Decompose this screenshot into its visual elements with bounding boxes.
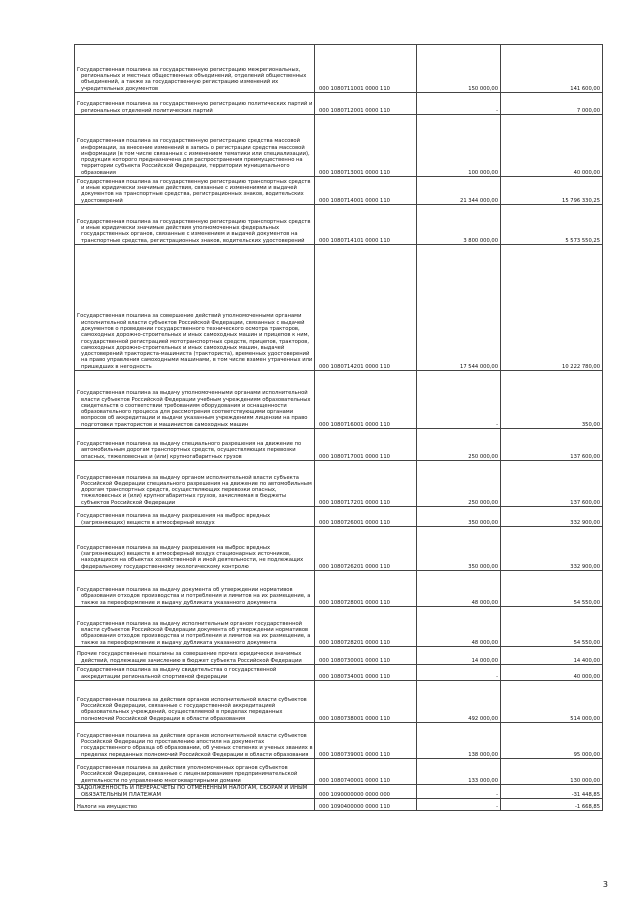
- table-row: [75, 647, 603, 665]
- table-row: [75, 371, 603, 429]
- row-name: Налоги на имущество: [75, 799, 315, 811]
- fact-value: -31 448,85: [501, 785, 603, 799]
- fact-value: -1 668,85: [501, 799, 603, 811]
- fact-value: 54 550,00: [501, 571, 603, 607]
- fact-value: 7 000,00: [501, 93, 603, 115]
- plan-value: 250 000,00: [417, 461, 501, 507]
- fact-value: 95 000,00: [501, 723, 603, 759]
- fact-value: 5 573 550,25: [501, 205, 603, 245]
- row-name: Государственная пошлина за выдачу органом исполнительной власти субъекта Российской Федерации специального разрешения на движение по автомобильным дорогам транспортных средств, осуществляющих перевозки опасных, тяжеловесных и (или) крупногабаритных грузов, зачисляемая в бюджеты субъектов Российской Федерации: [75, 461, 315, 507]
- table-row: [75, 93, 603, 115]
- table-row: [75, 245, 603, 371]
- fact-value: 40 000,00: [501, 665, 603, 681]
- table-row: [75, 115, 603, 177]
- plan-value: 21 344 000,00: [417, 177, 501, 205]
- fact-value: 350,00: [501, 371, 603, 429]
- plan-value: 48 000,00: [417, 607, 501, 647]
- budget-code: 000 1080734001 0000 110: [315, 665, 417, 681]
- row-name: Государственная пошлина за совершение действий уполномоченными органами исполнительной власти субъектов Российской Федерации, связанных с выдачей документов о проведении государственного технического осмотра тракторов, самоходных дорожно-строительных и иных самоходных машин и прицепов к ним, государственной регистрацией мототранспортных средств, прицепов, тракторов, самоходных дорожно-строительных и иных самоходных машин, выдачей удостоверений тракториста-машиниста (тракториста), временных удостоверений на право управления самоходными машинами, в том числе взамен утраченных или пришедших в негодность: [75, 245, 315, 371]
- table-row: [75, 785, 603, 799]
- plan-value: 350 000,00: [417, 527, 501, 571]
- budget-code: 000 1080739001 0000 110: [315, 723, 417, 759]
- budget-code: 000 1090400000 0000 110: [315, 799, 417, 811]
- fact-value: 141 600,00: [501, 45, 603, 93]
- row-name: Государственная пошлина за выдачу разрешения на выброс вредных (загрязняющих) веществ в атмосферный воздух стационарных источников, находящихся на объектах хозяйственной и иной деятельности, не подлежащих федеральному государственному экологическому контролю: [75, 527, 315, 571]
- budget-code: 000 1080728201 0000 110: [315, 607, 417, 647]
- budget-code: 000 1080712001 0000 110: [315, 93, 417, 115]
- budget-code: 000 1090000000 0000 000: [315, 785, 417, 799]
- row-name: Государственная пошлина за выдачу исполнительным органом государственной власти субъектов Российской Федерации документа об утверждении нормативов образования отходов производства и потребления и лимитов на их размещение, а также за переоформление и выдачу дубликата указанного документа: [75, 607, 315, 647]
- budget-code: 000 1080730001 0000 110: [315, 647, 417, 665]
- budget-code: 000 1080717001 0000 110: [315, 429, 417, 461]
- plan-value: 138 000,00: [417, 723, 501, 759]
- budget-code: 000 1080728001 0000 110: [315, 571, 417, 607]
- plan-value: -: [417, 371, 501, 429]
- plan-value: 100 000,00: [417, 115, 501, 177]
- plan-value: 150 000,00: [417, 45, 501, 93]
- row-name: Государственная пошлина за действия органов исполнительной власти субъектов Российской Федерации, связанные с государственной аккредитацией образовательных учреждений, осуществляемой в пределах переданных полномочий Российской Федерации в области образования: [75, 681, 315, 723]
- table-row: [75, 461, 603, 507]
- plan-value: 48 000,00: [417, 571, 501, 607]
- row-name: Государственная пошлина за выдачу документа об утверждении нормативов образования отходов производства и потребления и лимитов на их размещение, а также за переоформление и выдачу дубликата указанного документа: [75, 571, 315, 607]
- plan-value: 3 800 000,00: [417, 205, 501, 245]
- fact-value: 54 550,00: [501, 607, 603, 647]
- fact-value: 137 600,00: [501, 429, 603, 461]
- table-row: [75, 607, 603, 647]
- plan-value: -: [417, 799, 501, 811]
- table-row: [75, 205, 603, 245]
- row-name: Государственная пошлина за выдачу свидетельства о государственной аккредитации региональной спортивной федерации: [75, 665, 315, 681]
- plan-value: 492 000,00: [417, 681, 501, 723]
- budget-code: 000 1080714101 0000 110: [315, 205, 417, 245]
- row-name: Государственная пошлина за выдачу специального разрешения на движение по автомобильным дорогам транспортных средств, осуществляющих перевозки опасных, тяжеловесных и (или) крупногабаритных грузов: [75, 429, 315, 461]
- fact-value: 40 000,00: [501, 115, 603, 177]
- row-name: Государственная пошлина за действия органов исполнительной власти субъектов Российской Федерации по проставлению апостиля на документах государственного образца об образовании, об ученых степенях и ученых званиях в пределах переданных полномочий Российской Федерации в области образования: [75, 723, 315, 759]
- plan-value: 17 544 000,00: [417, 245, 501, 371]
- table-row: [75, 571, 603, 607]
- table-row: [75, 799, 603, 811]
- row-name: Государственная пошлина за государственную регистрацию межрегиональных, региональных и местных общественных объединений, отделений общественных объединений, а также за государственную регистрацию изменений их учредительных документов: [75, 45, 315, 93]
- row-name: Государственная пошлина за выдачу разрешения на выброс вредных (загрязняющих) веществ в атмосферный воздух: [75, 507, 315, 527]
- budget-table: [74, 44, 603, 811]
- budget-code: 000 1080713001 0000 110: [315, 115, 417, 177]
- plan-value: 133 000,00: [417, 759, 501, 785]
- plan-value: -: [417, 785, 501, 799]
- plan-value: 250 000,00: [417, 429, 501, 461]
- budget-code: 000 1080740001 0000 110: [315, 759, 417, 785]
- budget-code: 000 1080711001 0000 110: [315, 45, 417, 93]
- row-name: Государственная пошлина за государственную регистрацию средства массовой информации, за внесение изменений в запись о регистрации средства массовой информации (в том числе связанных с изменением тематики или специализации), продукция которого предназначена для распространения преимущественно на территории субъекта Российской Федерации, территории муниципального образования: [75, 115, 315, 177]
- row-name: Государственная пошлина за выдачу уполномоченными органами исполнительной власти субъектов Российской Федерации учебным учреждениям образовательных свидетельств о соответствии требованиям оборудования и оснащенности образовательного процесса для рассмотрения соответствующими органами вопросов об аккредитации и выдачи указанным учреждениям лицензии на право подготовки трактористов и машинистов самоходных машин: [75, 371, 315, 429]
- table-row: [75, 759, 603, 785]
- budget-code: 000 1080726201 0000 110: [315, 527, 417, 571]
- fact-value: 514 000,00: [501, 681, 603, 723]
- budget-code: 000 1080714001 0000 110: [315, 177, 417, 205]
- budget-code: 000 1080716001 0000 110: [315, 371, 417, 429]
- row-name: Государственная пошлина за государственную регистрацию транспортных средств и иные юридически значимые действия уполномоченных федеральных государственных органов, связанные с изменением и выдачей документов на транспортные средства, регистрационных знаков, водительских удостоверений: [75, 205, 315, 245]
- table-row: [75, 665, 603, 681]
- plan-value: -: [417, 665, 501, 681]
- plan-value: 350 000,00: [417, 507, 501, 527]
- plan-value: 14 000,00: [417, 647, 501, 665]
- table-row: [75, 507, 603, 527]
- table-row: [75, 681, 603, 723]
- table-row: [75, 45, 603, 93]
- budget-code: 000 1080738001 0000 110: [315, 681, 417, 723]
- table-row: [75, 527, 603, 571]
- budget-code: 000 1080714201 0000 110: [315, 245, 417, 371]
- table-row: [75, 429, 603, 461]
- budget-code: 000 1080717201 0000 110: [315, 461, 417, 507]
- fact-value: 332 900,00: [501, 527, 603, 571]
- fact-value: 137 600,00: [501, 461, 603, 507]
- row-name: Государственная пошлина за действия уполномоченных органов субъектов Российской Федерации, связанные с лицензированием предпринимательской деятельности по управлению многоквартирными домами: [75, 759, 315, 785]
- row-name: Государственная пошлина за государственную регистрацию политических партий и региональных отделений политических партий: [75, 93, 315, 115]
- fact-value: 130 000,00: [501, 759, 603, 785]
- table-row: [75, 723, 603, 759]
- fact-value: 15 796 330,25: [501, 177, 603, 205]
- fact-value: 332 900,00: [501, 507, 603, 527]
- budget-code: 000 1080726001 0000 110: [315, 507, 417, 527]
- row-name: Прочие государственные пошлины за совершение прочих юридически значимых действий, подлежащие зачислению в бюджет субъекта Российской Федерации: [75, 647, 315, 665]
- row-name: ЗАДОЛЖЕННОСТЬ И ПЕРЕРАСЧЕТЫ ПО ОТМЕНЕННЫМ НАЛОГАМ, СБОРАМ И ИНЫМ ОБЯЗАТЕЛЬНЫМ ПЛАТЕЖАМ: [75, 785, 315, 799]
- fact-value: 10 222 780,00: [501, 245, 603, 371]
- page-number: 3: [602, 880, 608, 889]
- fact-value: 14 400,00: [501, 647, 603, 665]
- row-name: Государственная пошлина за государственную регистрацию транспортных средств и иные юридически значимые действия, связанные с изменениями и выдачей документов на транспортные средства, регистрационных знаков, водительских удостоверений: [75, 177, 315, 205]
- table-row: [75, 177, 603, 205]
- plan-value: -: [417, 93, 501, 115]
